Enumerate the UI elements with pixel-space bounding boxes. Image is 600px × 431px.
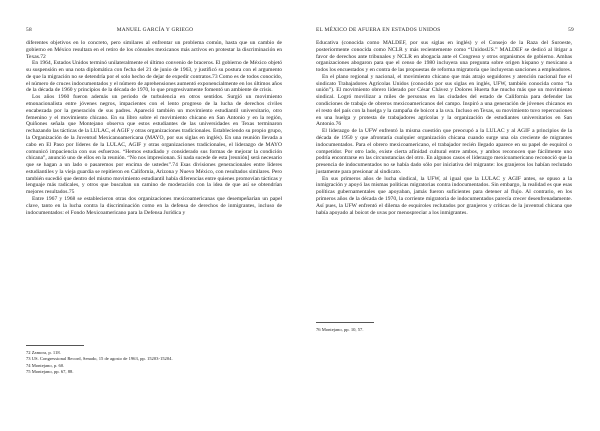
- left-page-body: [26, 40, 282, 216]
- paragraph: diferentes objetivos en lo concreto, pero similares al enfrentar un problema común, hasta que un cambio de gobierno en México resultara en el retiro de los cónsules mexicanos más activos en protestar la discriminación en Texas.72: [26, 40, 282, 60]
- paragraph: En el plano regional y nacional, el movimiento chicano que más atrajo seguidores y atención nacional fue el sindicato Trabajadores Agrícolas Unidos (conocido por sus siglas en inglés, UFW, también conocida como “la unión”). El movimiento obrero liderado por César Chávez y Dolores Huerta fue mucho más que un movimiento sindical. Logró movilizar a miles de personas en las ciudades del estado de California para defender las condiciones de trabajo de obreros mexicoamericanos del campo. Inspiró a una generación de jóvenes chicanos en el resto del país con la huelga y la campaña de boicot a la uva. Incluso en Texas, su movimiento tuvo repercusiones en una huelga y protesta de trabajadores agrícolas y la organización de estudiantes universitarios en San Antonio.76: [316, 73, 572, 128]
- right-page-number: 59: [568, 27, 574, 33]
- paragraph: El liderazgo de la UFW enfrentó la misma cuestión que preocupó a la LULAC y al AGIF a principios de la década de 1950 y que afrontaría cualquier organización chicana cuando surge una ola creciente de migrantes indocumentados. Para el obrero mexicoamericano, el trabajador recién llegado aparece en su papel de esquirol o competidor. Por otro lado, existe cierta afinidad cultural entre ambos, y ambos reconocen que fácilmente uno podría encontrarse en las circunstancias del otro. En algunos casos el liderazgo mexicoamericano reconoció que la presencia de indocumentados no se había dado sólo por iniciativa del migrante: los granjeros los habían reclutado justamente para presionar al sindicato.: [316, 128, 572, 175]
- paragraph: Entre 1967 y 1968 se establecieron otras dos organizaciones mexicoamericanas que desempeñarían un papel clave, tanto en la lucha contra la discriminación como en la defensa de derechos de inmigrantes, incluso de indocumentados: el Fondo Mexicoamericano para la Defensa Jurídica y: [26, 195, 282, 216]
- footnote: 76 Montejano, pp. 10, 57.: [316, 327, 364, 332]
- right-page-header: [316, 26, 574, 34]
- left-running-head: MANUEL GARCÍA Y GRIEGO: [116, 27, 194, 33]
- right-page: [300, 0, 600, 431]
- footnote: 74 Montejano, p. 60.: [26, 362, 65, 368]
- footnote-rule: [316, 322, 374, 323]
- left-page-header: [26, 26, 284, 34]
- footnote-rule: [26, 345, 84, 346]
- footnote: 72 Zamora, p. 118.: [26, 350, 61, 355]
- footnote: 73 US. Congressional Record, Senado, 15 de agosto de 1963, pp. 15203-15204.: [26, 356, 173, 362]
- paragraph: Educativa (conocida como MALDEF, por sus siglas en inglés) y el Consejo de la Raza del Suroeste, posteriormente conocida como NCLR y más recientemente como “UnidosUS.” MALDEF se dedicó al litigar a favor de derechos ante tribunales y NCLR en abogacía ante el Congreso y otros organismos de gobierno. Ambas organizaciones abogaron para que el censo de 1980 incluyera una pregunta sobre origen hispano y mexicano a todos los encuestados y en contra de las propuestas de reforma migratoria que incluyeran sanciones a empleadores.: [316, 40, 572, 74]
- paragraph: En sus primeros años de lucha sindical, la UFW, al igual que la LULAC y AGIF antes, se opuso a la inmigración y apoyó las mismas políticas migratorias contra indocumentados. Sin embargo, la realidad es que esas políticas gubernamentales que apoyaban, jamás fueron suficientes para detener al flujo. Al contrario, en los primeros años de la década de 1970, la corriente migratoria de indocumentados parecía crecer desenfrenadamente. Así pues, la UFW enfrentó el dilema de esquiroles reclutados por granjeros y críticas de la juventud chicana que había apoyado al boicot de uvas por menospreciar a los inmigrantes.: [316, 175, 572, 216]
- paragraph: En 1964, Estados Unidos terminó unilateralmente el último convenio de braceros. El gobierno de México objetó su suspensión en una nota diplomática con fecha del 21 de junio de 1963, y justificó su postura con el argumento de que la migración no se detendría por el solo hecho de dejar de expedir contratos.73 Como es de todos conocido, el número de cruces indocumentados y el número de aprehensiones aumentó exponencialmente en los últimos años de la década de 1960 y principios de la década de 1970, lo que progresivamente fomentó un ambiente de crisis.: [26, 60, 282, 94]
- footnote: 75 Montejano, pp. 67, 88.: [26, 368, 74, 374]
- right-page-body: [316, 40, 572, 216]
- right-running-head: EL MÉXICO DE AFUERA EN ESTADOS UNIDOS: [316, 27, 441, 33]
- left-page-number: 58: [26, 27, 32, 33]
- right-footnotes: [316, 327, 572, 333]
- left-footnotes: [26, 350, 282, 375]
- paragraph: Los años 1960 fueron además un periodo de turbulencia en otros sentidos. Surgió un movimiento etnonacionalista entre jóvenes negros, impacientes con el lento progreso de la lucha de derechos civiles encabezada por la generación de sus padres. Apareció también un movimiento estudiantil universitario, otro femenino y el movimiento chicano. En su libro sobre el movimiento chicano en San Antonio y en la región, Quiñones señala que Montejano observa que estos estudiantes de las universidades en Texas terminaron rechazando las tácticas de la LULAC, el AGIF y otras organizaciones tradicionales. Estableciendo su propio grupo, la Organización de la Juventud Mexicanoamericana (MAYO, por sus siglas en inglés). En una reunión llevada a cabo en El Paso por líderes de la LULAC, AGIF y otras organizaciones tradicionales, el liderazgo de MAYO comunicó impaciencia con sus esfuerzos. “Hemos estudiado y considerado sus formas de mejorar la condición chicana”, anunció uno de ellos en la reunión. “No nos impresionan. Si nada sucede de esta [reunión] será necesario que se hagan a un lado o pasaremos por encima de ustedes”.74 Esas divisiones generacionales entre líderes estudiantiles y la vieja guardia se repitieron en California, Arizona y Nuevo México, con resultados similares. Pero también sucedió que dentro del mismo movimiento estudiantil había diferencias entre quienes promovían tácticas y lenguaje más radicales, y otros que buscaban un camino de moderación con la idea de que así se obtendrían mejores resultados.75: [26, 94, 283, 196]
